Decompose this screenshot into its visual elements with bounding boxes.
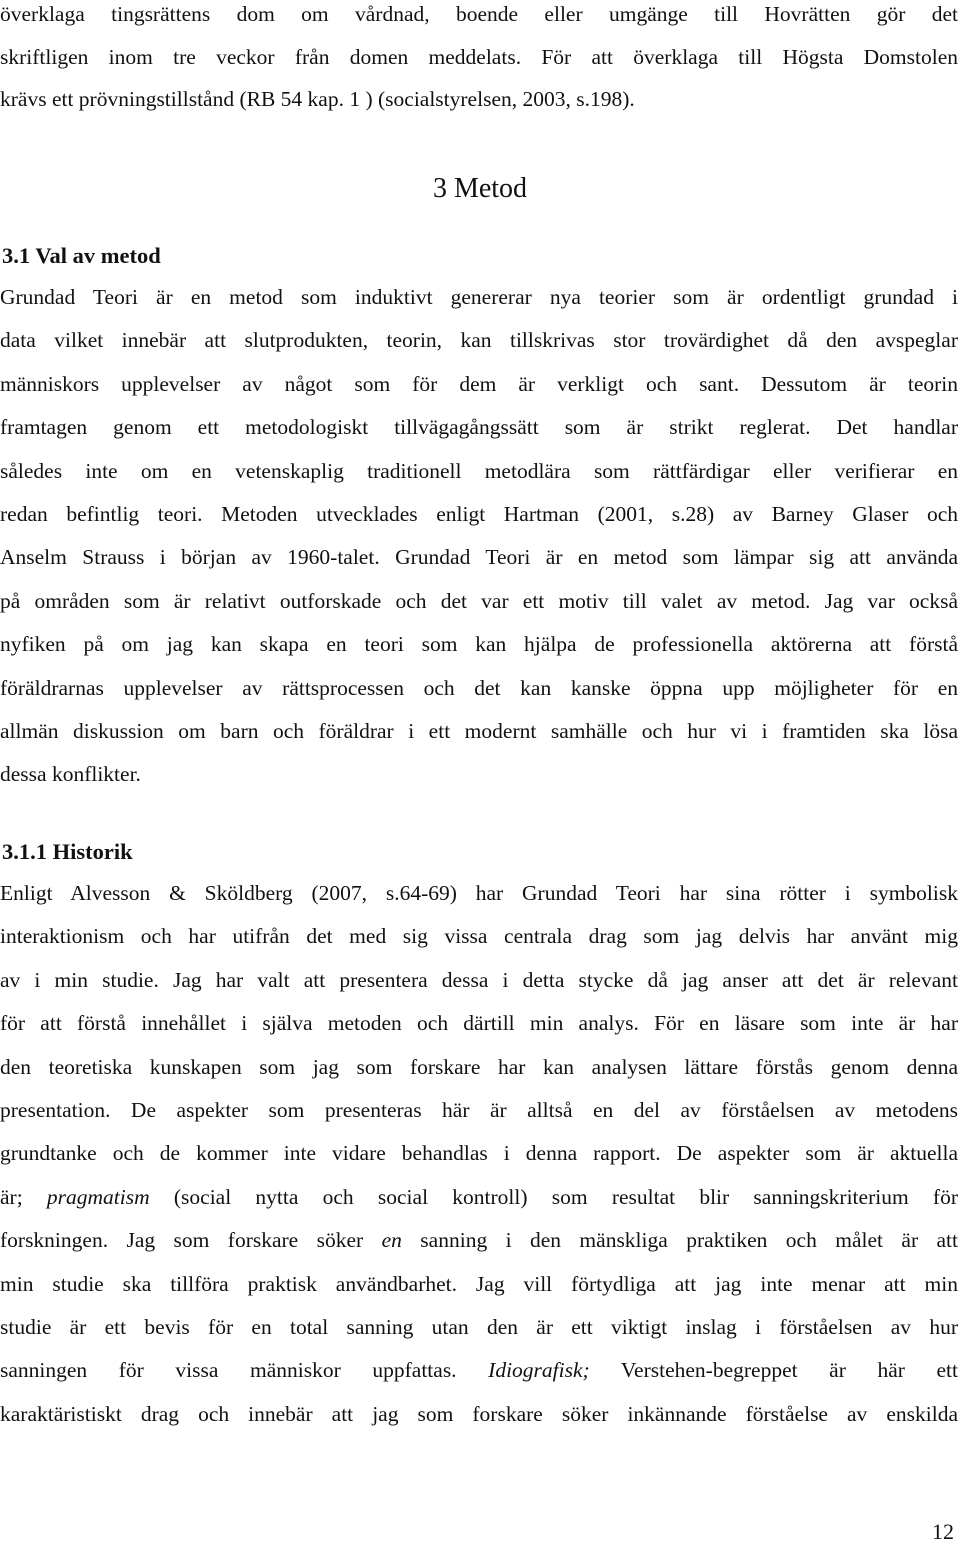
subsection-paragraph: [0, 879, 958, 1443]
text-line: allmän diskussion om barn och föräldrar i ett modernt samhälle och hur vi i framtiden ska lösa: [0, 718, 958, 743]
text-line: således inte om en vetenskaplig traditionell metodlära som rättfärdigar eller verifierar en: [0, 458, 958, 483]
text-line: för att förstå innehållet i själva metoden och därtill min analys. För en läsare som inte är har: [0, 1011, 958, 1036]
intro-paragraph: [0, 0, 958, 128]
text-line: krävs ett prövningstillstånd (RB 54 kap. 1 ) (socialstyrelsen, 2003, s.198).: [0, 87, 635, 112]
text-line: Enligt Alvesson & Sköldberg (2007, s.64-69) har Grundad Teori har sina rötter i symbolisk: [0, 881, 958, 905]
text-line: [0, 1226, 958, 1269]
italic-term: pragmatism: [46, 1184, 150, 1209]
subsection-heading: 3.1.1 Historik: [2, 839, 133, 864]
text-segment: är;: [0, 1184, 47, 1209]
section-paragraph: [0, 283, 958, 804]
chapter-heading: 3 Metod: [432, 173, 528, 204]
text-line: Anselm Strauss i början av 1960-talet. Grundad Teori är en metod som lämpar sig att använda: [0, 545, 958, 570]
text-segment: forskningen. Jag som forskare söker: [0, 1228, 382, 1253]
text-segment: sanning i den mänskliga praktiken och målet är att: [401, 1228, 958, 1253]
page-number: 12: [932, 1519, 954, 1544]
italic-term: Idiografisk;: [488, 1358, 590, 1383]
section-heading: 3.1 Val av metod: [2, 243, 161, 268]
text-line: dessa konflikter.: [0, 762, 141, 787]
text-line: skriftligen inom tre veckor från domen meddelats. För att överklaga till Högsta Domstolen: [0, 44, 958, 69]
text-line: [0, 1183, 958, 1226]
text-segment: (social nytta och social kontroll) som resultat blir sanningskriterium för: [149, 1184, 958, 1209]
text-line: föräldrarnas upplevelser av rättsprocessen och det kan kanske öppna upp möjligheter för en: [0, 675, 958, 700]
text-line: karaktäristiskt drag och innebär att jag som forskare söker inkännande förståelse av enskilda: [0, 1401, 958, 1426]
text-line: interaktionism och har utifrån det med sig vissa centrala drag som jag delvis har använt mig: [0, 924, 958, 949]
text-line: den teoretiska kunskapen som jag som forskare har kan analysen lättare förstås genom denna: [0, 1054, 958, 1079]
text-line: [0, 1356, 958, 1399]
text-line: nyfiken på om jag kan skapa en teori som kan hjälpa de professionella aktörerna att förstå: [0, 632, 958, 657]
text-segment: sanningen för vissa människor uppfattas.: [0, 1358, 489, 1383]
text-line: grundtanke och de kommer inte vidare behandlas i denna rapport. De aspekter som är aktuella: [0, 1141, 958, 1166]
text-line: överklaga tingsrättens dom om vårdnad, boende eller umgänge till Hovrätten gör det: [0, 2, 958, 26]
text-line: redan befintlig teori. Metoden utvecklades enligt Hartman (2001, s.28) av Barney Glaser och: [0, 501, 958, 526]
text-line: presentation. De aspekter som presenteras här är alltså en del av förståelsen av metodens: [0, 1097, 958, 1122]
text-line: Grundad Teori är en metod som induktivt genererar nya teorier som är ordentligt grundad i: [0, 285, 958, 309]
text-line: min studie ska tillföra praktisk användbarhet. Jag vill förtydliga att jag inte menar att min: [0, 1271, 958, 1296]
text-line: på områden som är relativt outforskade och det var ett motiv till valet av metod. Jag var också: [0, 588, 958, 613]
italic-term: en: [381, 1228, 402, 1253]
text-line: studie är ett bevis för en total sanning utan den är ett viktigt inslag i förståelsen av hur: [0, 1314, 958, 1339]
text-line: människors upplevelser av något som för dem är verkligt och sant. Dessutom är teorin: [0, 371, 958, 396]
text-line: framtagen genom ett metodologiskt tillvägagångssätt som är strikt reglerat. Det handlar: [0, 415, 958, 440]
text-line: av i min studie. Jag har valt att presentera dessa i detta stycke då jag anser att det är relevant: [0, 967, 958, 992]
text-line: data vilket innebär att slutprodukten, teorin, kan tillskrivas stor trovärdighet då den avspeglar: [0, 328, 958, 353]
text-segment: Verstehen-begreppet är här ett: [589, 1358, 958, 1383]
